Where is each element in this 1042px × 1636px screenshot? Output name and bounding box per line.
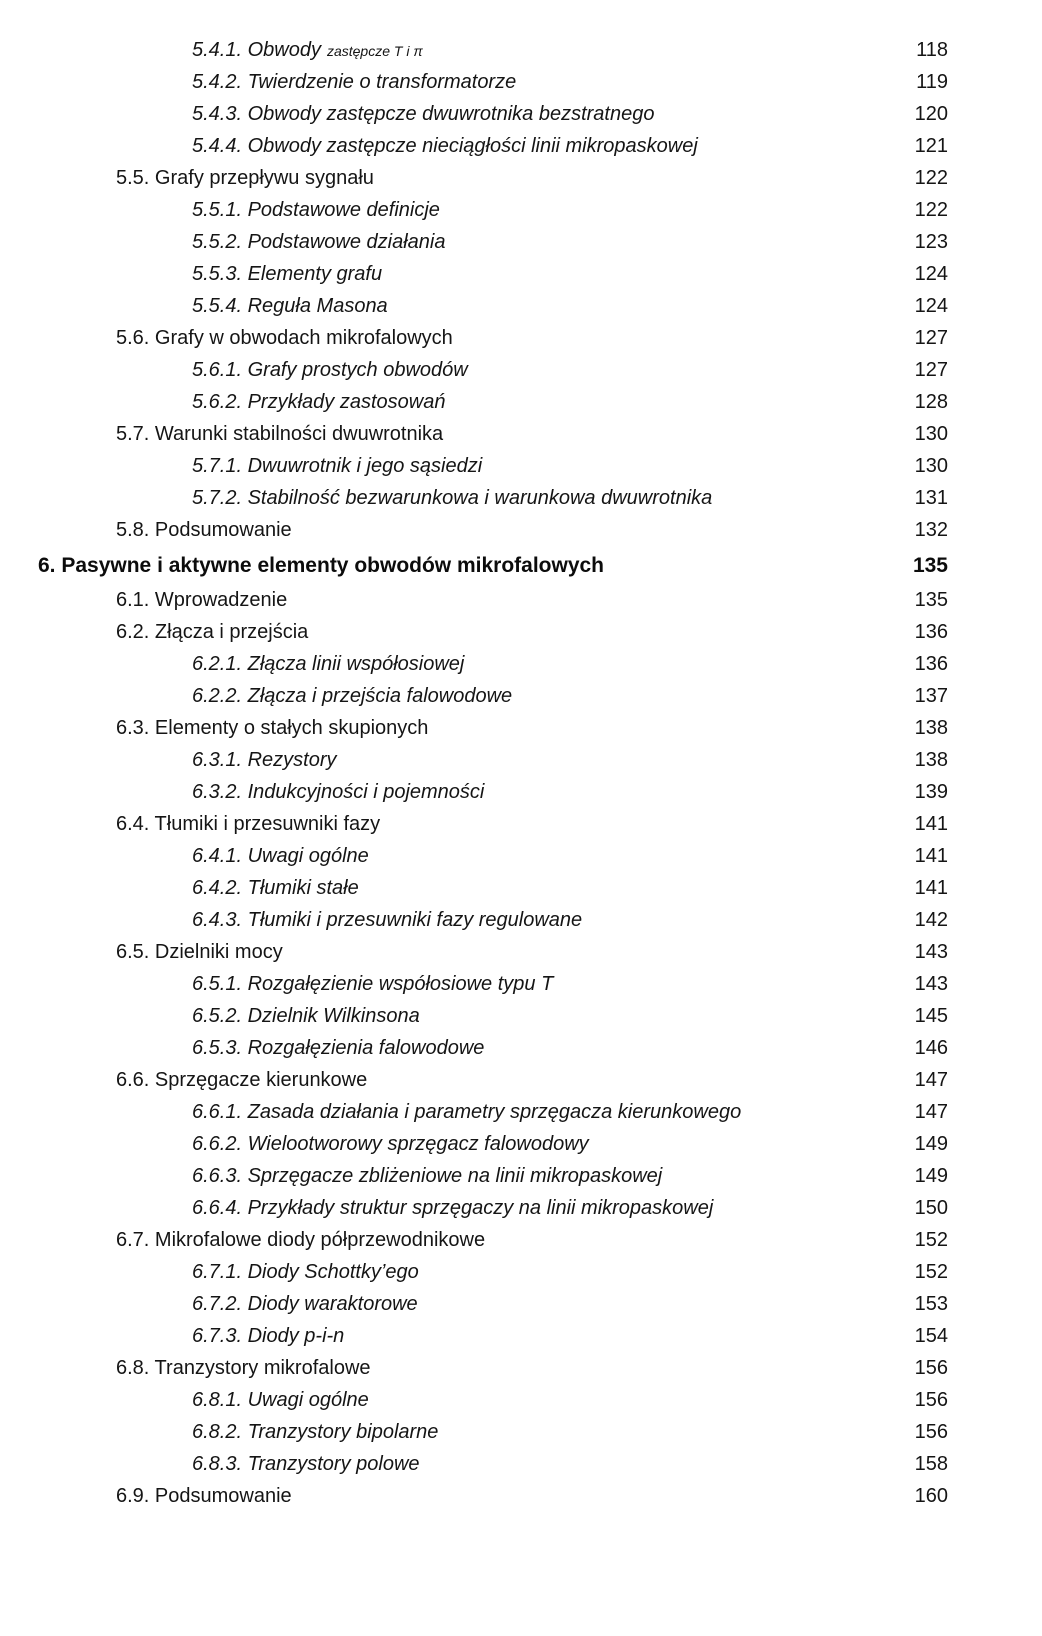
toc-subsection-entry (0, 66, 1042, 98)
toc-entry-page-number: 138 (914, 749, 948, 771)
toc-entry-title: 6.3.1. Rezystory (192, 749, 337, 771)
toc-entry-page-number: 132 (914, 519, 948, 541)
toc-entry-page-number: 142 (914, 909, 948, 931)
toc-section-entry (0, 936, 1042, 968)
toc-entry-title: 5.5.3. Elementy grafu (192, 263, 383, 285)
toc-section-entry (0, 616, 1042, 648)
toc-entry-title: 5.7.1. Dwuwrotnik i jego sąsiedzi (192, 455, 483, 477)
toc-entry-title: 6.6.1. Zasada działania i parametry sprzęgacza kierunkowego (192, 1101, 742, 1123)
toc-entry-title: 6.4.1. Uwagi ogólne (192, 845, 369, 867)
toc-entry-page-number: 121 (914, 135, 948, 157)
toc-entry-title: 6.1. Wprowadzenie (116, 589, 288, 611)
toc-subsection-entry (0, 450, 1042, 482)
toc-entry-page-number: 158 (914, 1453, 948, 1475)
toc-entry-title: 6.6.4. Przykłady struktur sprzęgaczy na linii mikropaskowej (192, 1197, 714, 1219)
toc-subsection-entry (0, 386, 1042, 418)
toc-subsection-entry (0, 1256, 1042, 1288)
toc-section-entry (0, 1352, 1042, 1384)
toc-entry-title: 6.6.3. Sprzęgacze zbliżeniowe na linii mikropaskowej (192, 1165, 663, 1187)
toc-entry-title: 6.8.1. Uwagi ogólne (192, 1389, 369, 1411)
toc-entry-title: 5.5.4. Reguła Masona (192, 295, 388, 317)
toc-entry-title: 6.7.3. Diody p-i-n (192, 1325, 345, 1347)
toc-entry-title: 5.6.1. Grafy prostych obwodów (192, 359, 468, 381)
toc-subsection-entry (0, 1448, 1042, 1480)
toc-subsection-entry (0, 776, 1042, 808)
toc-entry-page-number: 143 (914, 973, 948, 995)
toc-subsection-entry (0, 1384, 1042, 1416)
toc-entry-title: 5.5.1. Podstawowe definicje (192, 199, 440, 221)
toc-subsection-entry (0, 258, 1042, 290)
toc-subsection-entry (0, 1128, 1042, 1160)
toc-entry-title: 6.5.3. Rozgałęzienia falowodowe (192, 1037, 485, 1059)
toc-entry-title: 6.7.1. Diody Schottky’ego (192, 1261, 419, 1283)
toc-entry-page-number: 141 (914, 877, 948, 899)
toc-section-entry (0, 514, 1042, 546)
toc-subsection-entry (0, 34, 1042, 66)
toc-section-entry (0, 418, 1042, 450)
toc-entry-page-number: 122 (914, 199, 948, 221)
toc-entry-title: 6.4. Tłumiki i przesuwniki fazy (116, 813, 381, 835)
toc-entry-title: 6.8.3. Tranzystory polowe (192, 1453, 420, 1475)
toc-section-entry (0, 712, 1042, 744)
toc-entry-title: 6.5. Dzielniki mocy (116, 941, 283, 963)
toc-entry-page-number: 156 (914, 1389, 948, 1411)
toc-subsection-entry (0, 1000, 1042, 1032)
toc-entry-page-number: 124 (914, 295, 948, 317)
toc-entry-title: 6.7.2. Diody waraktorowe (192, 1293, 418, 1315)
toc-entry-title: 6.6.2. Wielootworowy sprzęgacz falowodowy (192, 1133, 589, 1155)
toc-entry-title: 5.8. Podsumowanie (116, 519, 292, 541)
toc-entry-page-number: 137 (914, 685, 948, 707)
toc-entry-title: 6.4.3. Tłumiki i przesuwniki fazy regulowane (192, 909, 583, 931)
toc-entry-page-number: 141 (914, 813, 948, 835)
toc-subsection-entry (0, 968, 1042, 1000)
toc-entry-title: 6.2. Złącza i przejścia (116, 621, 309, 643)
toc-subsection-entry (0, 354, 1042, 386)
toc-list (0, 34, 1042, 1512)
toc-entry-title: 6.6. Sprzęgacze kierunkowe (116, 1069, 368, 1091)
toc-subsection-entry (0, 1096, 1042, 1128)
toc-section-entry (0, 322, 1042, 354)
toc-subsection-entry (0, 130, 1042, 162)
toc-subsection-entry (0, 98, 1042, 130)
toc-section-entry (0, 1480, 1042, 1512)
toc-subsection-entry (0, 194, 1042, 226)
toc-entry-title: 6.8. Tranzystory mikrofalowe (116, 1357, 371, 1379)
toc-entry-title: 5.7.2. Stabilność bezwarunkowa i warunkowa dwuwrotnika (192, 487, 713, 509)
toc-subsection-entry (0, 872, 1042, 904)
toc-subsection-entry (0, 290, 1042, 322)
toc-entry-page-number: 149 (914, 1165, 948, 1187)
toc-section-entry (0, 1064, 1042, 1096)
toc-entry-page-number: 135 (914, 589, 948, 611)
toc-entry-page-number: 128 (914, 391, 948, 413)
toc-entry-page-number: 152 (914, 1261, 948, 1283)
toc-entry-title: 6. Pasywne i aktywne elementy obwodów mikrofalowych (38, 554, 605, 577)
toc-entry-page-number: 147 (914, 1069, 948, 1091)
toc-entry-title: 5.4.2. Twierdzenie o transformatorze (192, 71, 517, 93)
toc-entry-page-number: 131 (914, 487, 948, 509)
toc-chapter-entry (0, 550, 1042, 582)
toc-entry-page-number: 139 (914, 781, 948, 803)
toc-entry-page-number: 143 (914, 941, 948, 963)
toc-subsection-entry (0, 1160, 1042, 1192)
toc-entry-page-number: 120 (914, 103, 948, 125)
toc-subsection-entry (0, 840, 1042, 872)
toc-entry-page-number: 119 (916, 71, 948, 93)
toc-entry-page-number: 149 (914, 1133, 948, 1155)
toc-subsection-entry (0, 904, 1042, 936)
toc-entry-page-number: 135 (912, 554, 948, 577)
toc-entry-title: 5.4.4. Obwody zastępcze nieciągłości linii mikropaskowej (192, 135, 698, 157)
toc-section-entry (0, 584, 1042, 616)
toc-subsection-entry (0, 744, 1042, 776)
toc-entry-title: 6.4.2. Tłumiki stałe (192, 877, 359, 899)
toc-entry-page-number: 160 (914, 1485, 948, 1507)
toc-entry-page-number: 152 (914, 1229, 948, 1251)
toc-entry-title: 6.7. Mikrofalowe diody półprzewodnikowe (116, 1229, 486, 1251)
toc-entry-page-number: 122 (914, 167, 948, 189)
toc-entry-title-suffix: zastępcze T i π (326, 43, 423, 59)
toc-entry-page-number: 138 (914, 717, 948, 739)
toc-entry-title: 5.6.2. Przykłady zastosowań (192, 391, 446, 413)
toc-entry-page-number: 146 (914, 1037, 948, 1059)
toc-entry-title: 6.2.1. Złącza linii współosiowej (192, 653, 465, 675)
toc-section-entry (0, 162, 1042, 194)
toc-entry-page-number: 123 (914, 231, 948, 253)
toc-section-entry (0, 808, 1042, 840)
toc-entry-page-number: 156 (914, 1421, 948, 1443)
toc-entry-page-number: 154 (914, 1325, 948, 1347)
toc-entry-page-number: 153 (914, 1293, 948, 1315)
toc-subsection-entry (0, 648, 1042, 680)
toc-entry-title: 6.5.1. Rozgałęzienie współosiowe typu T (192, 973, 554, 995)
toc-subsection-entry (0, 1032, 1042, 1064)
toc-entry-title: 6.2.2. Złącza i przejścia falowodowe (192, 685, 513, 707)
toc-subsection-entry (0, 1288, 1042, 1320)
toc-entry-title: 6.3.2. Indukcyjności i pojemności (192, 781, 485, 803)
toc-entry-page-number: 141 (914, 845, 948, 867)
toc-subsection-entry (0, 226, 1042, 258)
toc-subsection-entry (0, 482, 1042, 514)
toc-entry-title: 6.8.2. Tranzystory bipolarne (192, 1421, 439, 1443)
toc-entry-page-number: 127 (914, 359, 948, 381)
toc-entry-page-number: 136 (914, 621, 948, 643)
toc-subsection-entry (0, 1416, 1042, 1448)
toc-entry-page-number: 127 (914, 327, 948, 349)
toc-entry-page-number: 145 (914, 1005, 948, 1027)
toc-entry-title: 5.4.3. Obwody zastępcze dwuwrotnika bezstratnego (192, 103, 655, 125)
toc-entry-page-number: 130 (914, 423, 948, 445)
toc-subsection-entry (0, 1320, 1042, 1352)
toc-entry-page-number: 130 (914, 455, 948, 477)
toc-subsection-entry (0, 1192, 1042, 1224)
toc-entry-page-number: 118 (916, 39, 948, 61)
toc-entry-title: 5.7. Warunki stabilności dwuwrotnika (116, 423, 444, 445)
toc-entry-title: 5.5. Grafy przepływu sygnału (116, 167, 374, 189)
toc-entry-title: 6.5.2. Dzielnik Wilkinsona (192, 1005, 420, 1027)
toc-entry-title: 5.4.1. Obwody (192, 39, 321, 61)
toc-entry-page-number: 156 (914, 1357, 948, 1379)
toc-entry-page-number: 136 (914, 653, 948, 675)
toc-entry-title: 5.6. Grafy w obwodach mikrofalowych (116, 327, 453, 349)
toc-entry-title: 5.5.2. Podstawowe działania (192, 231, 446, 253)
toc-entry-page-number: 150 (914, 1197, 948, 1219)
toc-subsection-entry (0, 680, 1042, 712)
toc-entry-title: 6.9. Podsumowanie (116, 1485, 292, 1507)
toc-entry-title: 6.3. Elementy o stałych skupionych (116, 717, 429, 739)
toc-entry-page-number: 124 (914, 263, 948, 285)
toc-entry-page-number: 147 (914, 1101, 948, 1123)
toc-section-entry (0, 1224, 1042, 1256)
